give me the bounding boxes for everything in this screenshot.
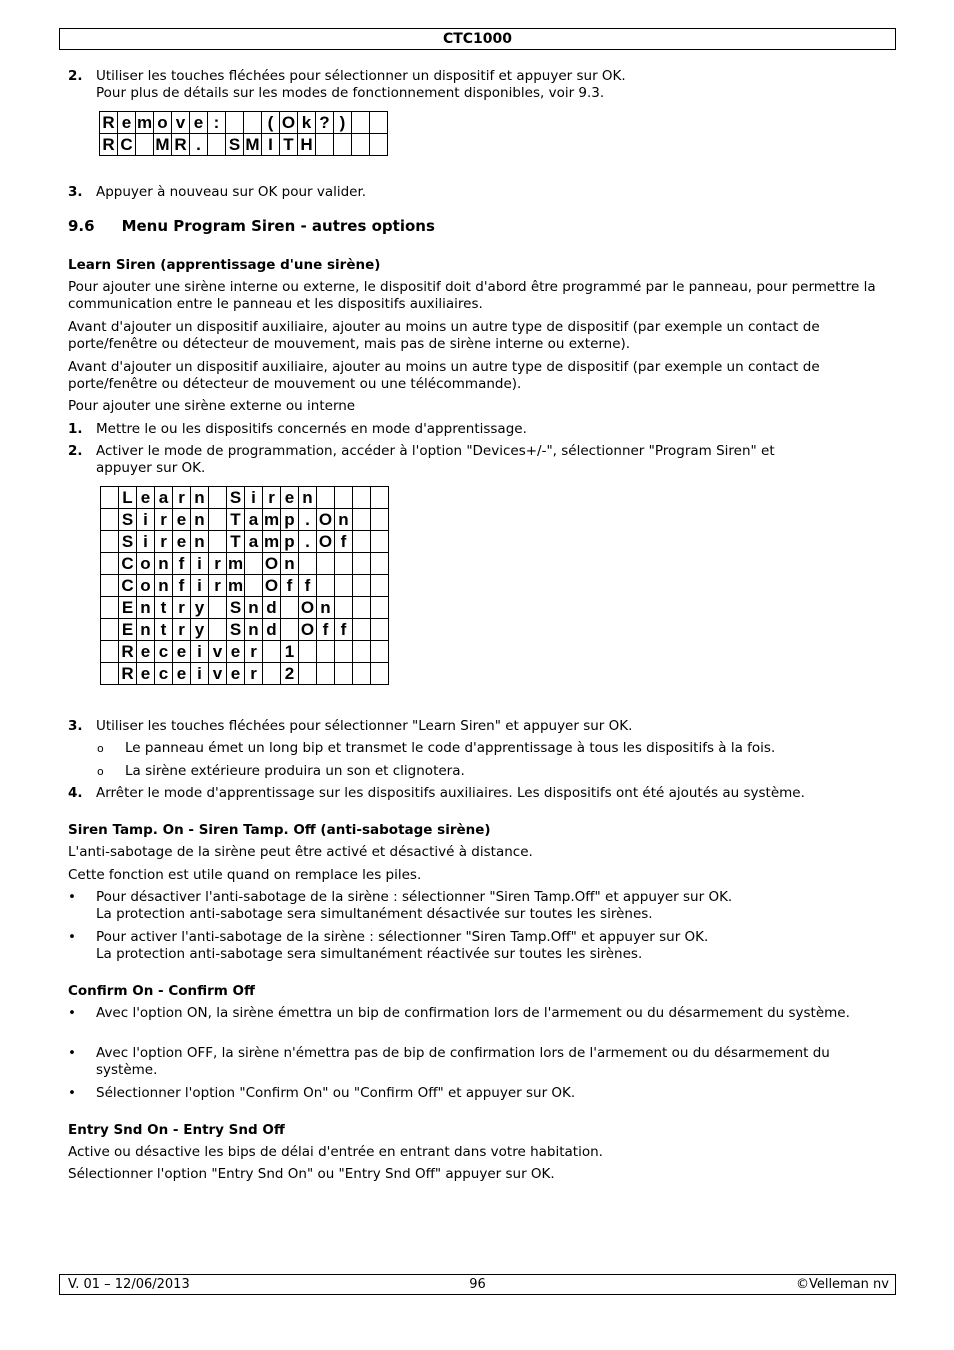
lcd-cell: M [245,135,260,154]
lcd-cell: O [317,531,335,553]
lcd-cell: R [100,112,118,134]
sub-bullet: o [97,742,104,755]
lcd-cell [371,575,389,597]
lcd-cell: C [118,134,136,156]
lcd-cell: e [227,641,245,663]
lcd-cell [245,575,263,597]
step-select [68,68,888,102]
tamper-heading: Siren Tamp. On - Siren Tamp. Off (anti-sabotage sirène) [68,822,491,838]
lcd-cell [244,112,262,134]
lcd-cell: e [137,487,155,509]
lcd-cell: R [119,663,137,685]
lcd-cell [209,487,227,509]
lcd-cell: H [298,134,316,156]
lcd-cell: e [281,487,299,509]
lcd-cell: . [299,509,317,531]
lcd-cell [334,134,352,156]
step-text-1: Utiliser les touches fléchées pour sélectionner un dispositif et appuyer sur OK. [96,68,626,84]
footer-page-number: 96 [469,1277,486,1292]
lcd-cell: n [245,619,263,641]
tamper-paragraph-1: L'anti-sabotage de la sirène peut être activé et désactivé à distance. [68,844,533,860]
lcd-cell [335,487,353,509]
lcd-row [101,509,389,531]
section-number: 9.6 [68,217,95,235]
step-number: 2. [68,443,83,459]
lcd-cell: ) [334,112,352,134]
confirm-bullet-2 [68,1045,888,1079]
lcd-cell [209,509,227,531]
bullet-text-2: La protection anti-sabotage sera simultanément désactivée sur toutes les sirènes. [96,906,653,922]
step-number: 4. [68,785,83,801]
learn-step-2 [68,443,888,477]
lcd-cell [353,663,371,685]
lcd-cell [101,553,119,575]
bullet-text: Avec l'option ON, la sirène émettra un bip de confirmation lors de l'armement ou du désarmement du système. [96,1005,850,1021]
lcd-cell: f [299,575,317,597]
tamper-paragraph-2: Cette fonction est utile quand on remplace les piles. [68,867,422,883]
step-text: Mettre le ou les dispositifs concernés en mode d'apprentissage. [96,421,527,437]
lcd-cell: e [118,112,136,134]
lcd-cell: e [190,112,208,134]
lcd-cell [245,553,263,575]
lcd-cell: n [299,487,317,509]
lcd-cell: y [191,597,209,619]
footer-version: V. 01 – 12/06/2013 [68,1277,190,1292]
lcd-cell: n [155,575,173,597]
lcd-cell: f [173,575,191,597]
lcd-cell [317,641,335,663]
step-text-2: Pour plus de détails sur les modes de fonctionnement disponibles, voir 9.3. [96,85,605,101]
lcd-row [101,663,389,685]
page-footer [59,1274,896,1295]
lcd-cell [335,575,353,597]
lcd-cell [226,112,244,134]
lcd-cell: f [281,575,299,597]
lcd-cell [209,531,227,553]
lcd-cell: E [119,597,137,619]
learn-paragraph-2: Avant d'ajouter un dispositif auxiliaire, ajouter au moins un autre type de dispositif (par exemple un contact de porte/fenêtre ou détecteur de mouvement, mais pas de sirène interne ou externe). [68,319,820,352]
lcd-cell: R [119,641,137,663]
lcd-cell [371,553,389,575]
lcd-cell: O [280,112,298,134]
lcd-cell: t [155,597,173,619]
entry-paragraph-1: Active ou désactive les bips de délai d'entrée en entrant dans votre habitation. [68,1144,603,1160]
lcd-cell [353,575,371,597]
lcd-cell: o [154,112,172,134]
lcd-cell [353,487,371,509]
lcd-cell [101,641,119,663]
lcd-row [101,531,389,553]
lcd-cell: O [263,553,281,575]
step-number: 3. [68,718,83,734]
lcd-cell: v [209,641,227,663]
lcd-cell [371,531,389,553]
lcd-cell: n [191,509,209,531]
lcd-cell [353,509,371,531]
bullet-text: Avec l'option OFF, la sirène n'émettra pas de bip de confirmation lors de l'armement ou du désarmement du système. [96,1045,830,1078]
lcd-cell [101,531,119,553]
lcd-cell: C [119,553,137,575]
lcd-cell: n [137,619,155,641]
lcd-cell [101,575,119,597]
lcd-cell [101,487,119,509]
lcd-cell [263,641,281,663]
lcd-cell [101,619,119,641]
lcd-cell: a [245,509,263,531]
bullet: • [68,1045,76,1061]
lcd-cell: 2 [281,663,299,685]
step-number: 2. [68,68,83,84]
lcd-cell: i [245,487,263,509]
lcd-cell: m [227,554,244,573]
confirm-heading: Confirm On - Confirm Off [68,983,255,999]
lcd-cell: p [281,531,299,553]
lcd-cell: r [245,641,263,663]
lcd-cell [371,663,389,685]
lcd-cell [316,134,334,156]
step-text: Arrêter le mode d'apprentissage sur les dispositifs auxiliaires. Les dispositifs ont été ajoutés au système. [96,785,805,801]
lcd-cell [317,553,335,575]
lcd-cell: r [155,509,173,531]
lcd-cell: R [100,134,118,156]
entry-heading: Entry Snd On - Entry Snd Off [68,1122,285,1138]
lcd-cell [371,597,389,619]
lcd-cell: e [137,663,155,685]
lcd-cell: S [227,597,245,619]
bullet-text: Sélectionner l'option "Confirm On" ou "Confirm Off" et appuyer sur OK. [96,1085,576,1101]
learn-paragraph-1: Pour ajouter une sirène interne ou externe, le dispositif doit d'abord être programmé par le panneau, pour permettre la communication entre le panneau et les dispositifs auxiliaires. [68,279,876,312]
step-number: 1. [68,421,83,437]
lcd-cell: i [137,531,155,553]
lcd-cell [299,663,317,685]
lcd-row [101,597,389,619]
lcd-row [100,112,388,134]
lcd-cell: m [136,113,153,132]
lcd-cell: y [191,619,209,641]
lcd-cell: S [227,619,245,641]
lcd-cell [299,641,317,663]
page-header [59,28,896,50]
lcd-cell: S [119,509,137,531]
lcd-cell [281,597,299,619]
lcd-cell: m [263,510,280,529]
lcd-cell: n [137,597,155,619]
lcd-cell: E [119,619,137,641]
entry-paragraph-2: Sélectionner l'option "Entry Snd On" ou "Entry Snd Off" appuyer sur OK. [68,1166,555,1182]
lcd-cell: n [155,553,173,575]
footer-copyright: ©Velleman nv [795,1277,889,1292]
lcd-cell: ? [316,112,334,134]
lcd-cell: d [263,597,281,619]
lcd-cell: . [299,531,317,553]
lcd-cell: m [227,576,244,595]
lcd-cell [371,487,389,509]
lcd-row [100,134,388,156]
lcd-cell [335,663,353,685]
lcd-cell [353,641,371,663]
lcd-cell: f [335,531,353,553]
lcd-cell: 1 [281,641,299,663]
lcd-cell [101,597,119,619]
lcd-cell: i [191,553,209,575]
substep-text: Le panneau émet un long bip et transmet le code d'apprentissage à tous les dispositifs à la fois. [125,740,776,756]
lcd-cell: a [155,487,173,509]
lcd-cell: i [191,575,209,597]
lcd-cell: v [209,663,227,685]
learn-paragraph-3: Avant d'ajouter un dispositif auxiliaire, ajouter au moins un autre type de dispositif (par exemple un contact de porte/fenêtre ou détecteur de mouvement ou une télécommande). [68,359,820,392]
lcd-cell: f [173,553,191,575]
lcd-cell [208,134,226,156]
lcd-cell [370,112,388,134]
lcd-cell: i [191,641,209,663]
step-number: 3. [68,184,83,200]
lcd-cell: v [172,112,190,134]
lcd-cell [352,112,370,134]
learn-step-3 [68,718,888,735]
lcd-cell: d [263,619,281,641]
lcd-cell [352,134,370,156]
lcd-row [101,487,389,509]
lcd-row [101,619,389,641]
bullet-text-2: La protection anti-sabotage sera simultanément réactivée sur toutes les sirènes. [96,946,643,962]
section-heading [68,218,888,235]
learn-paragraph-4: Pour ajouter une sirène externe ou interne [68,398,356,414]
confirm-bullet-1 [68,1005,888,1022]
lcd-cell: T [280,134,298,156]
lcd-cell: r [173,619,191,641]
lcd-cell: T [227,531,245,553]
lcd-cell [335,597,353,619]
lcd-cell [371,509,389,531]
lcd-cell: a [245,531,263,553]
lcd-cell: e [173,641,191,663]
step-text: Utiliser les touches fléchées pour sélectionner "Learn Siren" et appuyer sur OK. [96,718,633,734]
lcd-cell: t [155,619,173,641]
lcd-cell: S [227,487,245,509]
lcd-cell [335,641,353,663]
lcd-cell: f [335,619,353,641]
lcd-cell [136,134,154,156]
lcd-row [101,641,389,663]
lcd-cell [209,597,227,619]
lcd-cell [281,619,299,641]
lcd-cell [353,619,371,641]
lcd-cell: i [137,509,155,531]
lcd-cell: r [263,487,281,509]
lcd-cell: : [208,112,226,134]
lcd-cell: r [209,553,227,575]
lcd-cell: c [155,663,173,685]
lcd-cell: O [299,597,317,619]
lcd-cell: r [173,487,191,509]
lcd-cell [317,575,335,597]
bullet: • [68,929,76,945]
learn-step-4 [68,785,888,802]
lcd-cell: M [155,135,170,154]
learn-heading: Learn Siren (apprentissage d'une sirène) [68,257,381,273]
bullet: • [68,1005,76,1021]
confirm-bullet-3 [68,1085,888,1102]
lcd-display-menu [100,486,389,685]
lcd-cell: m [263,532,280,551]
lcd-cell [209,619,227,641]
lcd-cell [371,619,389,641]
lcd-cell [299,553,317,575]
learn-substep-2 [68,763,888,780]
lcd-cell [353,531,371,553]
bullet: • [68,1085,76,1101]
bullet: • [68,889,76,905]
lcd-cell: e [173,509,191,531]
lcd-cell [353,597,371,619]
lcd-cell: e [173,531,191,553]
lcd-cell: i [191,663,209,685]
lcd-display-remove [99,111,388,156]
lcd-cell [353,553,371,575]
lcd-cell: c [155,641,173,663]
lcd-cell: r [155,531,173,553]
tamper-bullet-2 [68,929,888,963]
substep-text: La sirène extérieure produira un son et clignotera. [125,763,465,779]
lcd-cell: n [191,487,209,509]
step-text: Appuyer à nouveau sur OK pour valider. [96,184,367,200]
lcd-cell [335,553,353,575]
lcd-row [101,575,389,597]
lcd-cell: C [119,575,137,597]
lcd-cell: e [137,641,155,663]
lcd-cell: o [137,575,155,597]
lcd-cell: . [190,134,208,156]
lcd-cell: n [191,531,209,553]
lcd-cell [317,663,335,685]
lcd-cell [263,663,281,685]
lcd-cell: O [299,619,317,641]
lcd-cell: O [317,509,335,531]
section-title: Menu Program Siren - autres options [121,217,435,235]
learn-step-1 [68,421,888,438]
lcd-cell [101,509,119,531]
lcd-cell: o [137,553,155,575]
lcd-cell: r [173,597,191,619]
bullet-text-1: Pour activer l'anti-sabotage de la sirène : sélectionner "Siren Tamp.Off" et appuyer sur OK. [96,929,709,945]
sub-bullet: o [97,765,104,778]
lcd-cell [370,134,388,156]
lcd-cell: f [317,619,335,641]
lcd-cell: r [245,663,263,685]
lcd-cell: k [298,112,316,134]
lcd-cell [317,487,335,509]
lcd-cell: n [317,597,335,619]
lcd-cell: r [209,575,227,597]
lcd-cell: I [262,134,280,156]
lcd-row [101,553,389,575]
step-text-2: appuyer sur OK. [96,460,206,476]
lcd-cell: n [335,509,353,531]
bullet-text-1: Pour désactiver l'anti-sabotage de la sirène : sélectionner "Siren Tamp.Off" et appuyer sur OK. [96,889,733,905]
lcd-cell [371,641,389,663]
learn-substep-1 [68,740,888,757]
lcd-cell: S [226,134,244,156]
lcd-cell: ( [262,112,280,134]
header-title: CTC1000 [442,31,513,47]
lcd-cell [101,663,119,685]
lcd-cell: p [281,509,299,531]
lcd-cell: S [119,531,137,553]
lcd-cell: O [263,575,281,597]
tamper-bullet-1 [68,889,888,923]
step-confirm [68,184,888,201]
lcd-cell: n [245,597,263,619]
lcd-cell: n [281,553,299,575]
lcd-cell: e [173,663,191,685]
step-text-1: Activer le mode de programmation, accéder à l'option "Devices+/-", sélectionner "Program Siren" et [96,443,775,459]
lcd-cell: e [227,663,245,685]
lcd-cell: L [119,487,137,509]
lcd-cell: R [172,134,190,156]
lcd-cell: T [227,509,245,531]
